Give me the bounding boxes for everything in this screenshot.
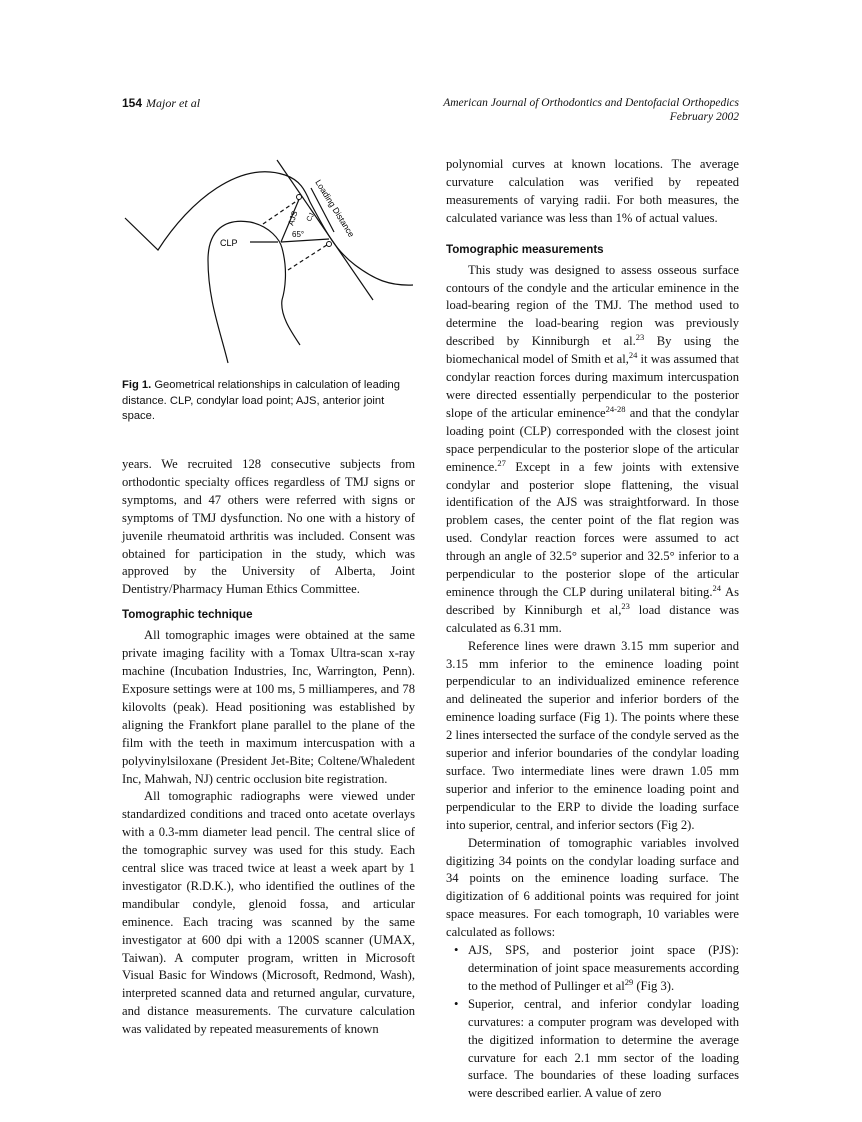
running-header-left xyxy=(122,96,200,111)
ajs-label: AJS xyxy=(286,209,300,227)
figure-caption xyxy=(122,378,415,425)
list-item: • Superior, central, and inferior condylar loading curvatures: a computer program was developed with the digitized information to determine the average curvature for each 2.1 mm sector of the loading surface. The boundaries of these loading surfaces were described earlier. A value of zero xyxy=(468,996,739,1103)
cj-label: CJ xyxy=(305,212,317,223)
paragraph: Reference lines were drawn 3.15 mm superior and 3.15 mm inferior to the eminence loading point perpendicular to an individualized eminence reference and delineated the superior and inferior borders of the eminence loading surface (Fig 1). The points where these 2 lines intersected the surface of the condyle served as the superior and inferior boundaries of the condylar loading surface. Two intermediate lines were drawn 1.05 mm superior and inferior to the eminence loading point and perpendicular to the ERP to divide the loading surface into superior, central, and inferior sectors (Fig 2). xyxy=(446,638,739,832)
caption-label: Fig 1. xyxy=(122,379,152,391)
paragraph: This study was designed to assess osseous surface contours of the condyle and the articular eminence in the load-bearing region of the TMJ. The method used to determine the load-bearing region was previously described by Kinniburgh et al.$^{23}$ By using the biomechanical model of Smith et al,$^{24}$ it was assumed that condylar reaction forces during maximum intercuspation were directed essentially perpendicular to the posterior slope of the articular eminence$^{24-28}$ and that the condylar loading point (CLP) corresponded with the closest joint space perpendicular to the posterior slope of the articular eminence.$^{27}$ Except in a few joints with extensive condylar and posterior slope flattening, the visual identification of the AJS was straightforward. In those problem cases, the center point of the flat region was used. Condylar reaction forces were assumed to act through an angle of 32.5° superior and 32.5° inferior to a perpendicular to the posterior slope of the articular eminence through the CLP during unilateral biting.$^{24}$ As described by Kinniburgh et al,$^{23}$ load distance was calculated as 6.31 mm. xyxy=(446,262,739,635)
paragraph: years. We recruited 128 consecutive subjects from orthodontic specialty offices regardless of TMJ signs or symptoms, and 47 others were referred with signs or symptoms of TMJ dysfunction. No one with a history of juvenile rheumatoid arthritis was included. Consent was obtained for participation in the study, which was approved by the University of Alberta, Joint Dentistry/Pharmacy Human Ethics Committee. xyxy=(122,457,415,597)
running-header-right xyxy=(443,96,739,124)
list-item: • AJS, SPS, and posterior joint space (PJS): determination of joint space measurements according to the method of Pullinger et $al^{29}$ (Fig 3). xyxy=(468,942,739,996)
variable-list xyxy=(446,942,739,1103)
section-heading: Tomographic measurements xyxy=(446,242,604,256)
paragraph: All tomographic images were obtained at the same private imaging facility with a Tomax Ultra-scan x-ray machine (Incubation Industries, Inc, Warrington, Penn). Exposure settings were at 100 ms, 5 milliamperes, and 78 kilovolts (peak). Head positioning was established by aligning the Frankfort plane parallel to the plane of the film with the teeth in maximum intercuspation with a polyvinylsiloxane (President Jet-Bite; Coltene/Whaledent Inc, Mahwah, NJ) centric occlusion bite registration. xyxy=(122,628,415,786)
journal-title: American Journal of Orthodontics and Dentofacial Orthopedics xyxy=(443,97,739,109)
left-column xyxy=(122,456,415,1039)
dashed-line-lower xyxy=(288,243,330,270)
section-heading: Tomographic technique xyxy=(122,608,253,622)
figure-1-diagram xyxy=(120,140,420,380)
paragraph: Determination of tomographic variables involved digitizing 34 points on the condylar loading surface and 34 points on the eminence loading surface. The digitization of 6 additional points was required for joint space measures. For each tomograph, 10 variables were calculated as follows: xyxy=(446,835,739,940)
issue-date: February 2002 xyxy=(669,111,739,123)
paragraph: polynomial curves at known locations. The average curvature calculation was verified by repeated measurements of varying radii. For both measures, the calculated variance was less than 1% of actual values. xyxy=(446,157,739,225)
fossa-eminence-outline xyxy=(125,172,413,285)
loading-distance-label: Loading Distance xyxy=(313,177,357,239)
perp-line xyxy=(281,239,329,242)
caption-text: Geometrical relationships in calculation of leading distance. CLP, condylar load point; AJS, anterior joint space. xyxy=(122,379,400,422)
authors: Major et al xyxy=(146,96,201,110)
right-column xyxy=(446,156,739,1103)
clp-label: CLP xyxy=(220,238,238,248)
paragraph: All tomographic radiographs were viewed under standardized conditions and traced onto acetate overlays with a 0.3-mm diameter lead pencil. The central slice of the tomographic survey was used for this study. Each central slice was traced twice at least a week apart by 1 investigator (R.D.K.), who identified the outlines of the mandibular condyle, glenoid fossa, and articular eminence. Each tracing was scanned by the same investigator at 600 dpi with a 1200S scanner (UMAX, Taiwan). A computer program, written in Microsoft Visual Basic for Windows (Microsoft, Redmond, Wash), interpreted scanned data and returned angular, curvature, and distance measurements. The curvature calculation was validated by repeated measurements of known xyxy=(122,789,415,1037)
page-number: 154 xyxy=(122,96,143,110)
angle-label: 65° xyxy=(292,230,305,239)
